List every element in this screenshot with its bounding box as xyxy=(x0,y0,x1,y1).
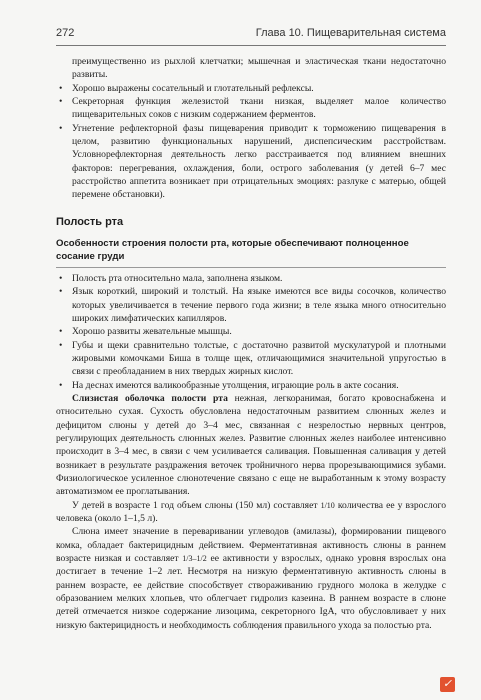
bullet-icon: • xyxy=(59,122,63,134)
chapter-title: Глава 10. Пищеварительная система xyxy=(255,27,446,39)
mouth-bullet-list xyxy=(56,272,446,392)
top-bullet-list xyxy=(56,82,446,202)
bullet-icon: • xyxy=(59,286,63,298)
bullet-icon: • xyxy=(59,379,63,391)
fraction: 1/10 xyxy=(320,500,335,510)
list-item: • Хорошо выражены сосательный и глотательный рефлексы. xyxy=(59,82,314,94)
subsection-title: Особенности строения полости рта, которые обеспечивают полноценное сосание груди xyxy=(56,237,446,268)
page-number: 272 xyxy=(56,27,75,39)
list-item: • Секреторная функция железистой ткани низкая, выделяет малое количество пищеварительных соков с низким содержанием ферментов. xyxy=(59,96,446,121)
page-content xyxy=(56,55,446,632)
list-item: • Губы и щеки сравнительно толстые, с достаточно развитой мускулатурой и плотными жировыми комочками Биша в толще щек, отличающимися значительной упругостью в связи с преобладанием в них твердых жирных кислот. xyxy=(59,339,446,378)
paragraph-saliva-volume: У детей в возрасте 1 год объем слюны (150 мл) составляет 1/10 количества ее у взрослого человека (около 1–1,5 л). xyxy=(56,499,446,524)
bullet-icon: • xyxy=(59,272,63,284)
fraction: 1/3–1/2 xyxy=(182,554,207,564)
bullet-icon: • xyxy=(59,82,63,94)
list-item: • Хорошо развиты жевательные мышцы. xyxy=(59,326,232,338)
list-item: • Угнетение рефлекторной фазы пищеварения приводит к торможению пищеварения в целом, развитию функциональных нарушений, диспепсическим расстройствам. Условнорефлекторная деятельность легко расстраивается под влиянием внешних факторов: перегревания, охлаждения, боли, острого заболевания (у детей 6–7 мес расстройство аппетита возникает при отрицательных эмоциях: разлуке с матерью, общей перемене обстановки). xyxy=(59,122,446,201)
paragraph-saliva-function: Слюна имеет значение в переваривании углеводов (амилазы), формировании пищевого комка, обладает бактерицидным действием. Ферментативная активность слюны в раннем возрасте низкая и составляет 1/3–1/2 ее активности у взрослых, однако уровня взрослых она достигает в течение 1–2 лет. Несмотря на низкую ферментативную активность слюны в раннем возрасте, ее действие способствует створаживанию грудного молока в желудке с образованием мелких хлопьев, что облегчает гидролиз казеина. В раннем возрасте в слюне детей отмечается низкое содержание лизоцима, секреторного IgA, что обусловливает у них низкую бактерицидность и необходимость соблюдения правильного ухода за полостью рта. xyxy=(56,526,447,631)
list-item: • Язык короткий, широкий и толстый. На языке имеются все виды сосочков, количество которых увеличивается в течение первого года жизни; в теле языка много относительно широких лимфатических капилляров. xyxy=(59,286,446,324)
bullet-icon: • xyxy=(59,326,63,338)
section-title: Полость рта xyxy=(56,215,124,228)
header-rule xyxy=(56,45,446,46)
list-item: • Полость рта относительно мала, заполнена языком. xyxy=(59,272,283,284)
paragraph-mucosa: Слизистая оболочка полости рта нежная, легкоранимая, богато кровоснабжена и относительно сухая. Сухость обусловлена недостаточным развитием слюнных желез и дефицитом слюны у детей до 3–4 мес, связанная с незрелостью нервных центров, регулирующих деятельность слюнных желез. Развитие слюнных желез наиболее интенсивно происходит в 3–4 мес, в связи с чем усиливается саливация. Повышенная саливация у детей возникает в результате раздражения веточек тройничного нерва прорезывающимися зубами. Физиологическое усиленное слюнотечение связано с еще не выработанным к этому возрасту автоматизмом ее проглатывания. xyxy=(56,392,446,498)
list-item: • На деснах имеются валикообразные утолщения, играющие роль в акте сосания. xyxy=(59,379,399,391)
continued-text: преимущественно из рыхлой клетчатки; мышечная и эластическая ткани недостаточно развиты. xyxy=(72,56,446,81)
publisher-logo-icon: ✓ xyxy=(440,677,455,692)
bullet-icon: • xyxy=(59,96,63,108)
bullet-icon: • xyxy=(59,339,63,351)
bold-term: Слизистая оболочка полости рта xyxy=(72,392,228,404)
